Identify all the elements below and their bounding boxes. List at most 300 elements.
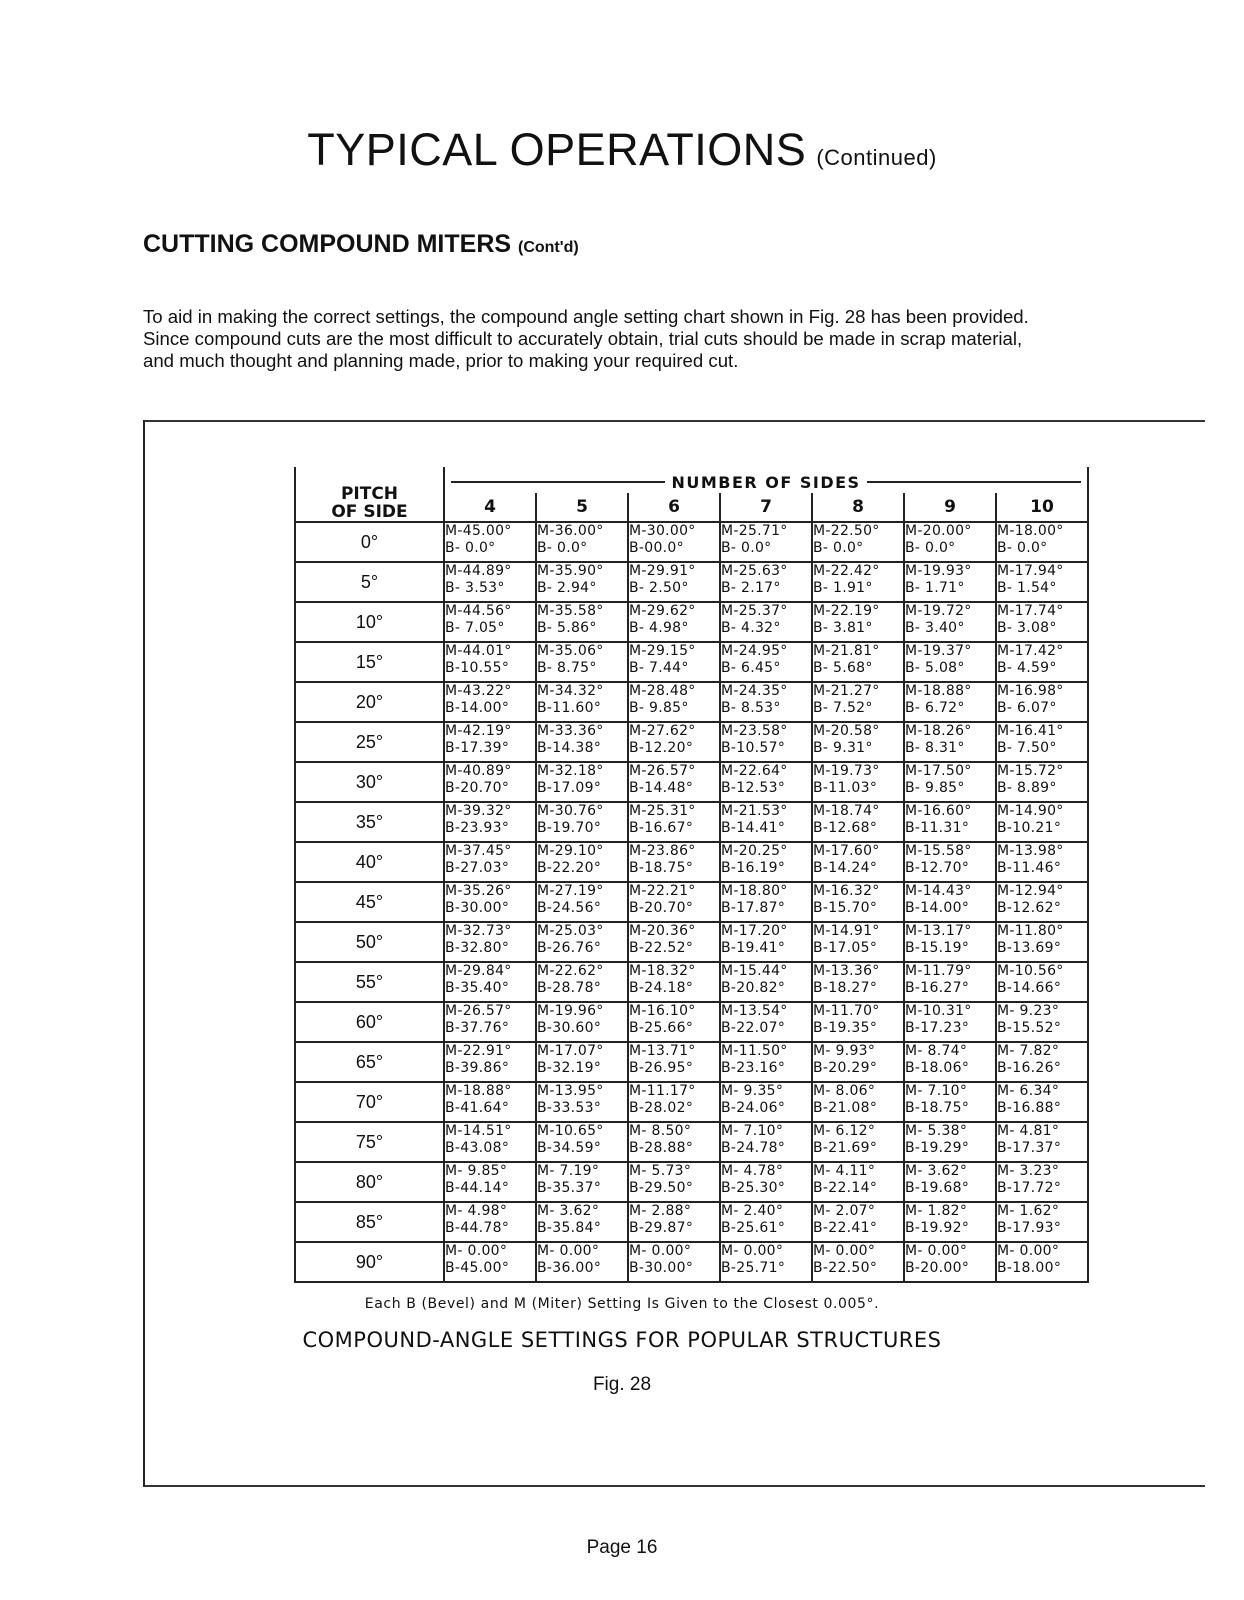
bevel-value: B-14.00°: [905, 900, 970, 916]
bevel-value: B- 7.52°: [813, 700, 873, 716]
bevel-value: B-25.71°: [721, 1260, 786, 1276]
bevel-value: B-22.20°: [537, 860, 602, 876]
setting-cell: [904, 682, 996, 722]
setting-cell: [996, 682, 1088, 722]
setting-cell: [996, 1042, 1088, 1082]
bevel-value: B-45.00°: [445, 1260, 510, 1276]
intro-line: and much thought and planning made, prior to making your required cut.: [143, 350, 739, 371]
bevel-value: B-29.87°: [629, 1220, 694, 1236]
miter-value: M-42.19°: [445, 723, 512, 739]
bevel-value: B- 0.0°: [445, 540, 496, 556]
miter-value: M- 8.06°: [813, 1083, 876, 1099]
setting-cell: [444, 962, 536, 1002]
bevel-value: B-28.78°: [537, 980, 602, 996]
miter-value: M-19.93°: [905, 563, 972, 579]
bevel-value: B-35.40°: [445, 980, 510, 996]
miter-value: M-16.41°: [997, 723, 1064, 739]
pitch-cell: 90°: [295, 1242, 444, 1282]
bevel-value: B-44.78°: [445, 1220, 510, 1236]
bevel-value: B-14.66°: [997, 980, 1062, 996]
setting-cell: [444, 1082, 536, 1122]
miter-value: M-13.95°: [537, 1083, 604, 1099]
pitch-cell: 50°: [295, 922, 444, 962]
setting-cell: [720, 1082, 812, 1122]
setting-cell: [720, 1122, 812, 1162]
miter-value: M-29.91°: [629, 563, 696, 579]
pitch-cell: 75°: [295, 1122, 444, 1162]
setting-cell: [996, 522, 1088, 562]
miter-value: M- 0.00°: [721, 1243, 784, 1259]
miter-value: M-22.64°: [721, 763, 788, 779]
bevel-value: B-26.95°: [629, 1060, 694, 1076]
bevel-value: B-18.75°: [629, 860, 694, 876]
bevel-value: B-26.76°: [537, 940, 602, 956]
bevel-value: B-20.70°: [445, 780, 510, 796]
setting-cell: [904, 562, 996, 602]
bevel-value: B-18.06°: [905, 1060, 970, 1076]
bevel-value: B- 1.71°: [905, 580, 965, 596]
setting-cell: [628, 802, 720, 842]
setting-cell: [904, 1202, 996, 1242]
bevel-value: B-19.68°: [905, 1180, 970, 1196]
intro-line: Since compound cuts are the most difficult to accurately obtain, trial cuts should be made in scrap material,: [143, 328, 1023, 349]
bevel-value: B-20.82°: [721, 980, 786, 996]
table-row: [295, 682, 1088, 722]
setting-cell: [536, 642, 628, 682]
bevel-value: B-20.00°: [905, 1260, 970, 1276]
setting-cell: [536, 802, 628, 842]
miter-value: M-26.57°: [629, 763, 696, 779]
miter-value: M-27.62°: [629, 723, 696, 739]
setting-cell: [628, 522, 720, 562]
miter-value: M-20.36°: [629, 923, 696, 939]
setting-cell: [812, 1042, 904, 1082]
bevel-value: B-12.70°: [905, 860, 970, 876]
bevel-value: B- 5.86°: [537, 620, 597, 636]
setting-cell: [536, 962, 628, 1002]
pitch-cell: 40°: [295, 842, 444, 882]
miter-value: M-20.25°: [721, 843, 788, 859]
setting-cell: [996, 922, 1088, 962]
setting-cell: [720, 922, 812, 962]
bevel-value: B-12.62°: [997, 900, 1062, 916]
setting-cell: [812, 802, 904, 842]
setting-cell: [996, 1242, 1088, 1282]
setting-cell: [720, 562, 812, 602]
table-row: [295, 642, 1088, 682]
table-row: [295, 1082, 1088, 1122]
miter-value: M- 7.10°: [905, 1083, 968, 1099]
miter-value: M-45.00°: [445, 523, 512, 539]
setting-cell: [996, 1202, 1088, 1242]
number-of-sides-label: NUMBER OF SIDES: [671, 472, 861, 492]
bevel-value: B-25.30°: [721, 1180, 786, 1196]
setting-cell: [628, 562, 720, 602]
bevel-value: B-11.46°: [997, 860, 1062, 876]
miter-value: M- 7.82°: [997, 1043, 1060, 1059]
setting-cell: [536, 562, 628, 602]
pitch-of-side-header: [295, 467, 444, 522]
miter-value: M- 0.00°: [997, 1243, 1060, 1259]
setting-cell: [904, 762, 996, 802]
header-rule-right: [867, 481, 1081, 483]
pitch-cell: 85°: [295, 1202, 444, 1242]
bevel-value: B-12.20°: [629, 740, 694, 756]
bevel-value: B- 3.53°: [445, 580, 505, 596]
section-heading: [143, 230, 579, 259]
pitch-header-line2: OF SIDE: [331, 502, 408, 522]
bevel-value: B- 8.53°: [721, 700, 781, 716]
setting-cell: [444, 642, 536, 682]
miter-value: M-32.73°: [445, 923, 512, 939]
bevel-value: B- 7.05°: [445, 620, 505, 636]
miter-value: M-19.73°: [813, 763, 880, 779]
miter-value: M-17.42°: [997, 643, 1064, 659]
bevel-value: B-29.50°: [629, 1180, 694, 1196]
miter-value: M-22.21°: [629, 883, 696, 899]
setting-cell: [996, 602, 1088, 642]
setting-cell: [536, 602, 628, 642]
miter-value: M- 9.85°: [445, 1163, 508, 1179]
setting-cell: [720, 522, 812, 562]
miter-value: M-29.62°: [629, 603, 696, 619]
sides-column-header: 8: [812, 493, 904, 522]
bevel-value: B- 0.0°: [813, 540, 864, 556]
setting-cell: [444, 1162, 536, 1202]
setting-cell: [628, 642, 720, 682]
miter-value: M-23.86°: [629, 843, 696, 859]
table-row: [295, 1002, 1088, 1042]
miter-value: M-36.00°: [537, 523, 604, 539]
bevel-value: B-18.00°: [997, 1260, 1062, 1276]
bevel-value: B-17.87°: [721, 900, 786, 916]
setting-cell: [628, 602, 720, 642]
miter-value: M-33.36°: [537, 723, 604, 739]
miter-value: M- 9.93°: [813, 1043, 876, 1059]
setting-cell: [812, 1162, 904, 1202]
setting-cell: [812, 642, 904, 682]
miter-value: M- 2.40°: [721, 1203, 784, 1219]
miter-value: M- 3.62°: [537, 1203, 600, 1219]
bevel-value: B-12.53°: [721, 780, 786, 796]
bevel-value: B-17.23°: [905, 1020, 970, 1036]
miter-value: M-24.95°: [721, 643, 788, 659]
setting-cell: [812, 1202, 904, 1242]
bevel-value: B-32.19°: [537, 1060, 602, 1076]
setting-cell: [720, 602, 812, 642]
compound-angle-table: [294, 467, 1089, 1283]
setting-cell: [720, 1202, 812, 1242]
table-row: [295, 882, 1088, 922]
setting-cell: [628, 682, 720, 722]
bevel-value: B-15.70°: [813, 900, 878, 916]
setting-cell: [444, 1242, 536, 1282]
miter-value: M-17.07°: [537, 1043, 604, 1059]
sides-column-header: 7: [720, 493, 812, 522]
setting-cell: [536, 1122, 628, 1162]
setting-cell: [996, 562, 1088, 602]
miter-value: M-18.88°: [445, 1083, 512, 1099]
bevel-value: B-19.70°: [537, 820, 602, 836]
setting-cell: [996, 1002, 1088, 1042]
setting-cell: [904, 722, 996, 762]
bevel-value: B-43.08°: [445, 1140, 510, 1156]
miter-value: M-19.37°: [905, 643, 972, 659]
setting-cell: [812, 1002, 904, 1042]
table-row: [295, 562, 1088, 602]
setting-cell: [812, 962, 904, 1002]
page-title: [0, 124, 1244, 176]
setting-cell: [720, 1162, 812, 1202]
bevel-value: B-24.18°: [629, 980, 694, 996]
bevel-value: B-24.06°: [721, 1100, 786, 1116]
miter-value: M-11.70°: [813, 1003, 880, 1019]
miter-value: M- 9.35°: [721, 1083, 784, 1099]
miter-value: M- 0.00°: [445, 1243, 508, 1259]
bevel-value: B-22.41°: [813, 1220, 878, 1236]
setting-cell: [628, 962, 720, 1002]
section-heading-text: CUTTING COMPOUND MITERS: [143, 230, 512, 258]
miter-value: M-22.62°: [537, 963, 604, 979]
miter-value: M-10.31°: [905, 1003, 972, 1019]
miter-value: M-14.51°: [445, 1123, 512, 1139]
miter-value: M-25.03°: [537, 923, 604, 939]
miter-value: M- 0.00°: [537, 1243, 600, 1259]
bevel-value: B- 3.08°: [997, 620, 1057, 636]
miter-value: M-19.72°: [905, 603, 972, 619]
miter-value: M-39.32°: [445, 803, 512, 819]
table-row: [295, 602, 1088, 642]
setting-cell: [444, 722, 536, 762]
bevel-value: B- 4.98°: [629, 620, 689, 636]
miter-value: M-17.60°: [813, 843, 880, 859]
miter-value: M-10.65°: [537, 1123, 604, 1139]
miter-value: M-16.10°: [629, 1003, 696, 1019]
bevel-value: B-32.80°: [445, 940, 510, 956]
bevel-value: B- 5.08°: [905, 660, 965, 676]
setting-cell: [996, 882, 1088, 922]
miter-value: M- 7.10°: [721, 1123, 784, 1139]
bevel-value: B-41.64°: [445, 1100, 510, 1116]
setting-cell: [536, 722, 628, 762]
miter-value: M-24.35°: [721, 683, 788, 699]
bevel-value: B-39.86°: [445, 1060, 510, 1076]
setting-cell: [536, 882, 628, 922]
miter-value: M-29.84°: [445, 963, 512, 979]
table-row: [295, 1162, 1088, 1202]
setting-cell: [628, 922, 720, 962]
bevel-value: B- 9.85°: [629, 700, 689, 716]
miter-value: M-11.50°: [721, 1043, 788, 1059]
miter-value: M- 5.73°: [629, 1163, 692, 1179]
setting-cell: [628, 1042, 720, 1082]
miter-value: M-17.50°: [905, 763, 972, 779]
setting-cell: [444, 1122, 536, 1162]
setting-cell: [536, 1082, 628, 1122]
miter-value: M-44.56°: [445, 603, 512, 619]
setting-cell: [536, 762, 628, 802]
table-body: [295, 522, 1088, 1282]
pitch-cell: 35°: [295, 802, 444, 842]
bevel-value: B-16.26°: [997, 1060, 1062, 1076]
setting-cell: [720, 722, 812, 762]
miter-value: M-11.17°: [629, 1083, 696, 1099]
bevel-value: B- 0.0°: [721, 540, 772, 556]
pitch-cell: 5°: [295, 562, 444, 602]
bevel-value: B-22.07°: [721, 1020, 786, 1036]
bevel-value: B-22.50°: [813, 1260, 878, 1276]
miter-value: M-32.18°: [537, 763, 604, 779]
setting-cell: [720, 1242, 812, 1282]
setting-cell: [536, 1002, 628, 1042]
bevel-value: B-34.59°: [537, 1140, 602, 1156]
setting-cell: [996, 842, 1088, 882]
miter-value: M- 8.50°: [629, 1123, 692, 1139]
setting-cell: [628, 842, 720, 882]
pitch-cell: 65°: [295, 1042, 444, 1082]
miter-value: M-12.94°: [997, 883, 1064, 899]
setting-cell: [904, 1162, 996, 1202]
bevel-value: B-16.19°: [721, 860, 786, 876]
setting-cell: [720, 1042, 812, 1082]
bevel-value: B-11.31°: [905, 820, 970, 836]
bevel-value: B-21.69°: [813, 1140, 878, 1156]
bevel-value: B- 6.45°: [721, 660, 781, 676]
setting-cell: [444, 882, 536, 922]
miter-value: M- 4.11°: [813, 1163, 876, 1179]
miter-value: M-13.36°: [813, 963, 880, 979]
bevel-value: B-30.00°: [629, 1260, 694, 1276]
setting-cell: [536, 842, 628, 882]
miter-value: M-11.79°: [905, 963, 972, 979]
miter-value: M-15.72°: [997, 763, 1064, 779]
bevel-value: B- 0.0°: [537, 540, 588, 556]
bevel-value: B- 7.50°: [997, 740, 1057, 756]
bevel-value: B- 6.07°: [997, 700, 1057, 716]
setting-cell: [904, 522, 996, 562]
miter-value: M-13.71°: [629, 1043, 696, 1059]
setting-cell: [628, 882, 720, 922]
bevel-value: B-24.78°: [721, 1140, 786, 1156]
setting-cell: [996, 1162, 1088, 1202]
bevel-value: B-10.55°: [445, 660, 510, 676]
miter-value: M- 4.78°: [721, 1163, 784, 1179]
bevel-value: B- 4.32°: [721, 620, 781, 636]
bevel-value: B-17.09°: [537, 780, 602, 796]
miter-value: M-13.98°: [997, 843, 1064, 859]
bevel-value: B-25.61°: [721, 1220, 786, 1236]
header-rule-left: [451, 481, 665, 483]
miter-value: M-18.00°: [997, 523, 1064, 539]
miter-value: M-43.22°: [445, 683, 512, 699]
miter-value: M- 1.62°: [997, 1203, 1060, 1219]
miter-value: M-19.96°: [537, 1003, 604, 1019]
setting-cell: [628, 1202, 720, 1242]
setting-cell: [812, 762, 904, 802]
table-row: [295, 762, 1088, 802]
table-row: [295, 842, 1088, 882]
miter-value: M-30.76°: [537, 803, 604, 819]
bevel-value: B-18.27°: [813, 980, 878, 996]
setting-cell: [904, 922, 996, 962]
bevel-value: B-17.05°: [813, 940, 878, 956]
bevel-value: B-12.68°: [813, 820, 878, 836]
miter-value: M-18.26°: [905, 723, 972, 739]
miter-value: M- 4.98°: [445, 1203, 508, 1219]
bevel-value: B-30.60°: [537, 1020, 602, 1036]
miter-value: M-22.50°: [813, 523, 880, 539]
setting-cell: [996, 802, 1088, 842]
bevel-value: B-37.76°: [445, 1020, 510, 1036]
setting-cell: [720, 842, 812, 882]
miter-value: M-16.98°: [997, 683, 1064, 699]
bevel-value: B-14.00°: [445, 700, 510, 716]
setting-cell: [904, 1002, 996, 1042]
miter-value: M-20.00°: [905, 523, 972, 539]
miter-value: M-16.32°: [813, 883, 880, 899]
bevel-value: B- 1.54°: [997, 580, 1057, 596]
bevel-value: B- 0.0°: [905, 540, 956, 556]
bevel-value: B-17.37°: [997, 1140, 1062, 1156]
miter-value: M- 5.38°: [905, 1123, 968, 1139]
miter-value: M-25.63°: [721, 563, 788, 579]
setting-cell: [628, 762, 720, 802]
miter-value: M-14.91°: [813, 923, 880, 939]
setting-cell: [812, 1082, 904, 1122]
setting-cell: [904, 802, 996, 842]
setting-cell: [444, 562, 536, 602]
figure-caption: COMPOUND-ANGLE SETTINGS FOR POPULAR STRUCTURES: [302, 1328, 942, 1352]
setting-cell: [812, 882, 904, 922]
setting-cell: [536, 682, 628, 722]
pitch-cell: 10°: [295, 602, 444, 642]
setting-cell: [720, 762, 812, 802]
bevel-value: B- 2.17°: [721, 580, 781, 596]
miter-value: M- 7.19°: [537, 1163, 600, 1179]
setting-cell: [720, 1002, 812, 1042]
bevel-value: B- 0.0°: [997, 540, 1048, 556]
bevel-value: B-25.66°: [629, 1020, 694, 1036]
bevel-value: B-00.0°: [629, 540, 684, 556]
sides-column-header: 10: [996, 493, 1088, 522]
miter-value: M-20.58°: [813, 723, 880, 739]
miter-value: M-29.10°: [537, 843, 604, 859]
bevel-value: B-17.72°: [997, 1180, 1062, 1196]
miter-value: M-44.01°: [445, 643, 512, 659]
setting-cell: [536, 922, 628, 962]
miter-value: M-18.88°: [905, 683, 972, 699]
bevel-value: B-14.24°: [813, 860, 878, 876]
setting-cell: [996, 1082, 1088, 1122]
miter-value: M- 2.88°: [629, 1203, 692, 1219]
table-row: [295, 962, 1088, 1002]
bevel-value: B-15.19°: [905, 940, 970, 956]
miter-value: M- 1.82°: [905, 1203, 968, 1219]
setting-cell: [720, 802, 812, 842]
bevel-value: B- 6.72°: [905, 700, 965, 716]
miter-value: M-21.27°: [813, 683, 880, 699]
bevel-value: B-15.52°: [997, 1020, 1062, 1036]
miter-value: M-35.90°: [537, 563, 604, 579]
miter-value: M-26.57°: [445, 1003, 512, 1019]
miter-value: M-25.71°: [721, 523, 788, 539]
miter-value: M-37.45°: [445, 843, 512, 859]
miter-value: M-28.48°: [629, 683, 696, 699]
bevel-value: B-16.67°: [629, 820, 694, 836]
setting-cell: [812, 1242, 904, 1282]
setting-cell: [628, 722, 720, 762]
setting-cell: [444, 1042, 536, 1082]
